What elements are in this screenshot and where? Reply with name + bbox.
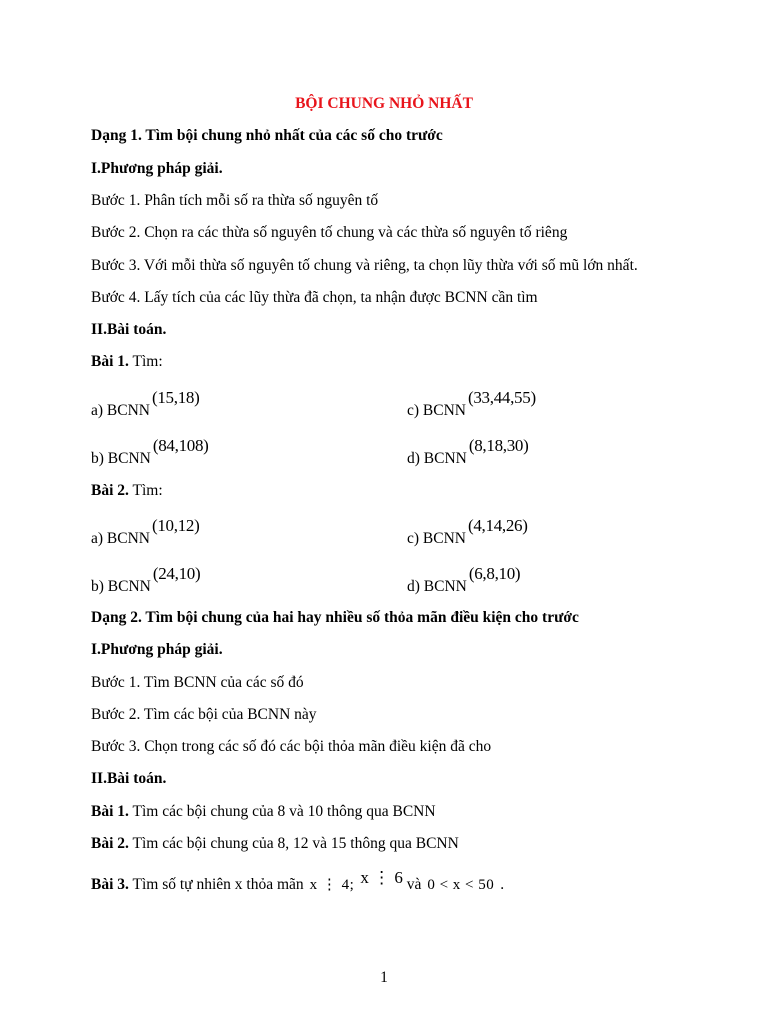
- item-prefix: a) BCNN: [91, 530, 150, 547]
- item-math: (6,8,10): [468, 564, 521, 583]
- item-math: (10,12): [151, 516, 200, 535]
- condition-divisible-4: x ⋮ 4;: [309, 877, 355, 893]
- exercise-1-heading: [91, 352, 163, 372]
- item-math: (24,10): [152, 564, 201, 583]
- exercise-text: Tìm các bội chung của 8 và 10 thông qua BCNN: [128, 803, 436, 820]
- exercise-label: Bài 2.: [91, 482, 129, 499]
- exercise-label: Bài 1.: [91, 803, 129, 820]
- step-1: Bước 1. Tìm BCNN của các số đó: [91, 674, 304, 691]
- item-prefix: d) BCNN: [407, 578, 467, 595]
- exercise-1: [91, 802, 436, 822]
- exercise-text: Tìm các bội chung của 8, 12 và 15 thông qua BCNN: [128, 835, 459, 852]
- exercise-item: [91, 564, 201, 597]
- section-heading-dang1: Dạng 1. Tìm bội chung nhỏ nhất của các số cho trước: [91, 127, 443, 144]
- item-prefix: c) BCNN: [407, 402, 466, 419]
- section-heading-dang2: Dạng 2. Tìm bội chung của hai hay nhiều số thỏa mãn điều kiện cho trước: [91, 609, 579, 626]
- exercise-3: [91, 868, 505, 895]
- step-3: Bước 3. Chọn trong các số đó các bội thỏa mãn điều kiện đã cho: [91, 738, 492, 755]
- item-math: (8,18,30): [468, 436, 529, 455]
- item-math: (4,14,26): [467, 516, 528, 535]
- exercise-item: [91, 436, 209, 469]
- exercise-label: Bài 3.: [91, 876, 129, 893]
- exercise-2: [91, 834, 459, 854]
- condition-range: 0 < x < 50: [427, 877, 495, 893]
- step-1: Bước 1. Phân tích mỗi số ra thừa số nguyên tố: [91, 192, 379, 209]
- item-prefix: b) BCNN: [91, 450, 151, 467]
- exercise-item: [407, 564, 521, 597]
- step-4: Bước 4. Lấy tích của các lũy thừa đã chọn, ta nhận được BCNN cần tìm: [91, 289, 538, 306]
- document-title: BỘI CHUNG NHỎ NHẤT: [295, 95, 473, 112]
- step-3: Bước 3. Với mỗi thừa số nguyên tố chung và riêng, ta chọn lũy thừa với số mũ lớn nhất.: [91, 257, 638, 274]
- method-heading-dang1: I.Phương pháp giải.: [91, 160, 223, 177]
- exercise-text: Tìm số tự nhiên x thỏa mãn: [128, 876, 304, 893]
- sentence-end: .: [500, 876, 505, 893]
- exercise-2-heading: [91, 481, 163, 501]
- exercise-text: Tìm:: [128, 353, 163, 370]
- item-math: (33,44,55): [467, 388, 536, 407]
- step-2: Bước 2. Chọn ra các thừa số nguyên tố chung và các thừa số nguyên tố riêng: [91, 224, 568, 241]
- item-prefix: c) BCNN: [407, 530, 466, 547]
- page-number: 1: [380, 969, 388, 986]
- item-math: (15,18): [151, 388, 200, 407]
- step-2: Bước 2. Tìm các bội của BCNN này: [91, 706, 317, 723]
- exercise-item: [407, 388, 536, 421]
- condition-divisible-6: x ⋮ 6: [360, 868, 403, 887]
- exercise-label: Bài 2.: [91, 835, 129, 852]
- method-heading-dang2: I.Phương pháp giải.: [91, 641, 223, 658]
- conjunction: và: [406, 876, 422, 893]
- problems-heading-dang1: II.Bài toán.: [91, 321, 167, 338]
- exercise-item: [91, 388, 200, 421]
- problems-heading-dang2: II.Bài toán.: [91, 770, 167, 787]
- item-prefix: b) BCNN: [91, 578, 151, 595]
- item-math: (84,108): [152, 436, 209, 455]
- exercise-item: [91, 516, 200, 549]
- exercise-item: [407, 436, 529, 469]
- exercise-text: Tìm:: [128, 482, 163, 499]
- item-prefix: a) BCNN: [91, 402, 150, 419]
- item-prefix: d) BCNN: [407, 450, 467, 467]
- exercise-label: Bài 1.: [91, 353, 129, 370]
- exercise-item: [407, 516, 528, 549]
